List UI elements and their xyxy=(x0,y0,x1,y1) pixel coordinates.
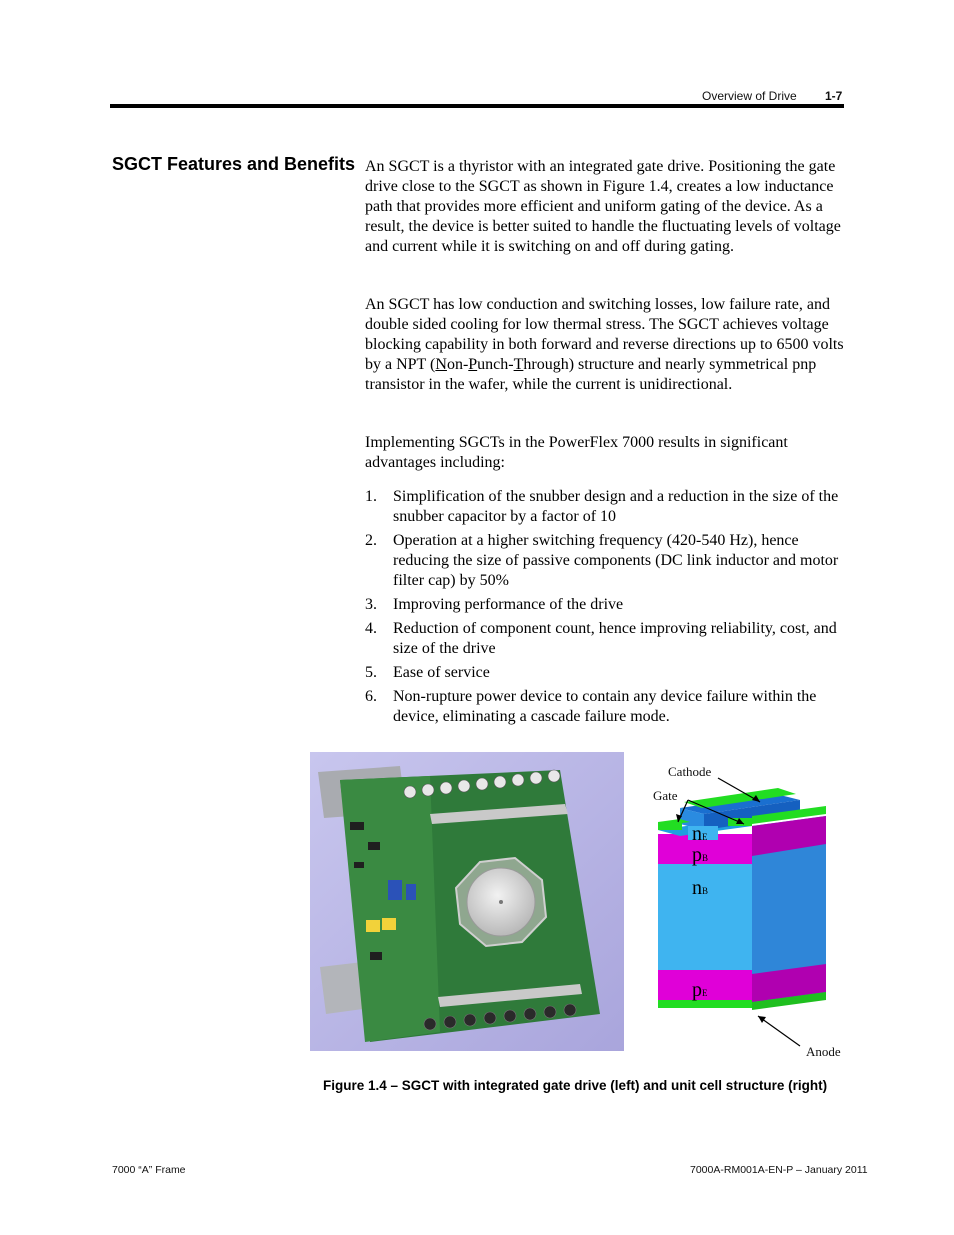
paragraph-1-text: An SGCT is a thyristor with an integrated gate drive. Positioning the gate drive close to the SGCT as shown in Figure 1.4, creates a low inductance path that provides more efficient and uniform gating of the device. As a result, the device is better suited to handle the fluctuating levels of voltage and current while it is switching on and off during gating. xyxy=(365,158,841,255)
footer-right: 7000A-RM001A-EN-P – January 2011 xyxy=(690,1164,868,1176)
advantages-list xyxy=(365,487,847,731)
cathode-label: Cathode xyxy=(668,764,712,779)
paragraph-2 xyxy=(365,295,847,395)
unit-cell-structure-diagram xyxy=(640,764,843,1061)
sgct-gate-drive-photo xyxy=(310,752,624,1051)
paragraph-3 xyxy=(365,433,847,473)
paragraph-3-text: Implementing SGCTs in the PowerFlex 7000 results in significant advantages including: xyxy=(365,434,788,471)
list-item: 5. Ease of service xyxy=(365,664,490,681)
list-item: 1. Simplification of the snubber design and a reduction in the size of the snubber capacitor by a factor of 10 xyxy=(365,488,839,525)
footer-left: 7000 “A” Frame xyxy=(112,1164,186,1176)
section-heading: SGCT Features and Benefits xyxy=(112,154,356,174)
paragraph-1 xyxy=(365,157,847,257)
list-item: 3. Improving performance of the drive xyxy=(365,596,624,613)
figure-caption: Figure 1.4 – SGCT with integrated gate drive (left) and unit cell structure (right) xyxy=(323,1078,828,1093)
pb-layer-label: pB xyxy=(692,844,709,866)
page-number: 1-7 xyxy=(825,89,843,103)
paragraph-2-text: An SGCT has low conduction and switching losses, low failure rate, and double sided cooling for low thermal stress. The SGCT achieves voltage blocking capability in both forward and reverse directions up to 6500 volts by a NPT (Non-Punch-Through) structure and nearly symmetrical pnp transistor in the wafer, while the current is unidirectional. xyxy=(365,296,844,393)
list-item: 6. Non-rupture power device to contain any device failure within the device, eliminating a cascade failure mode. xyxy=(365,688,817,725)
list-item: 4. Reduction of component count, hence improving reliability, cost, and size of the drive xyxy=(365,620,837,657)
pe-layer-label: pE xyxy=(692,979,708,1001)
list-item: 2. Operation at a higher switching frequency (420-540 Hz), hence reducing the size of passive components (DC link inductor and motor filter cap) by 50% xyxy=(365,532,839,589)
anode-label: Anode xyxy=(806,1044,841,1059)
nb-layer-label: nB xyxy=(692,877,709,899)
header-rule xyxy=(110,104,844,108)
running-header-title: Overview of Drive xyxy=(702,89,797,103)
ne-layer-label: nE xyxy=(692,823,708,845)
gate-label: Gate xyxy=(653,788,678,803)
